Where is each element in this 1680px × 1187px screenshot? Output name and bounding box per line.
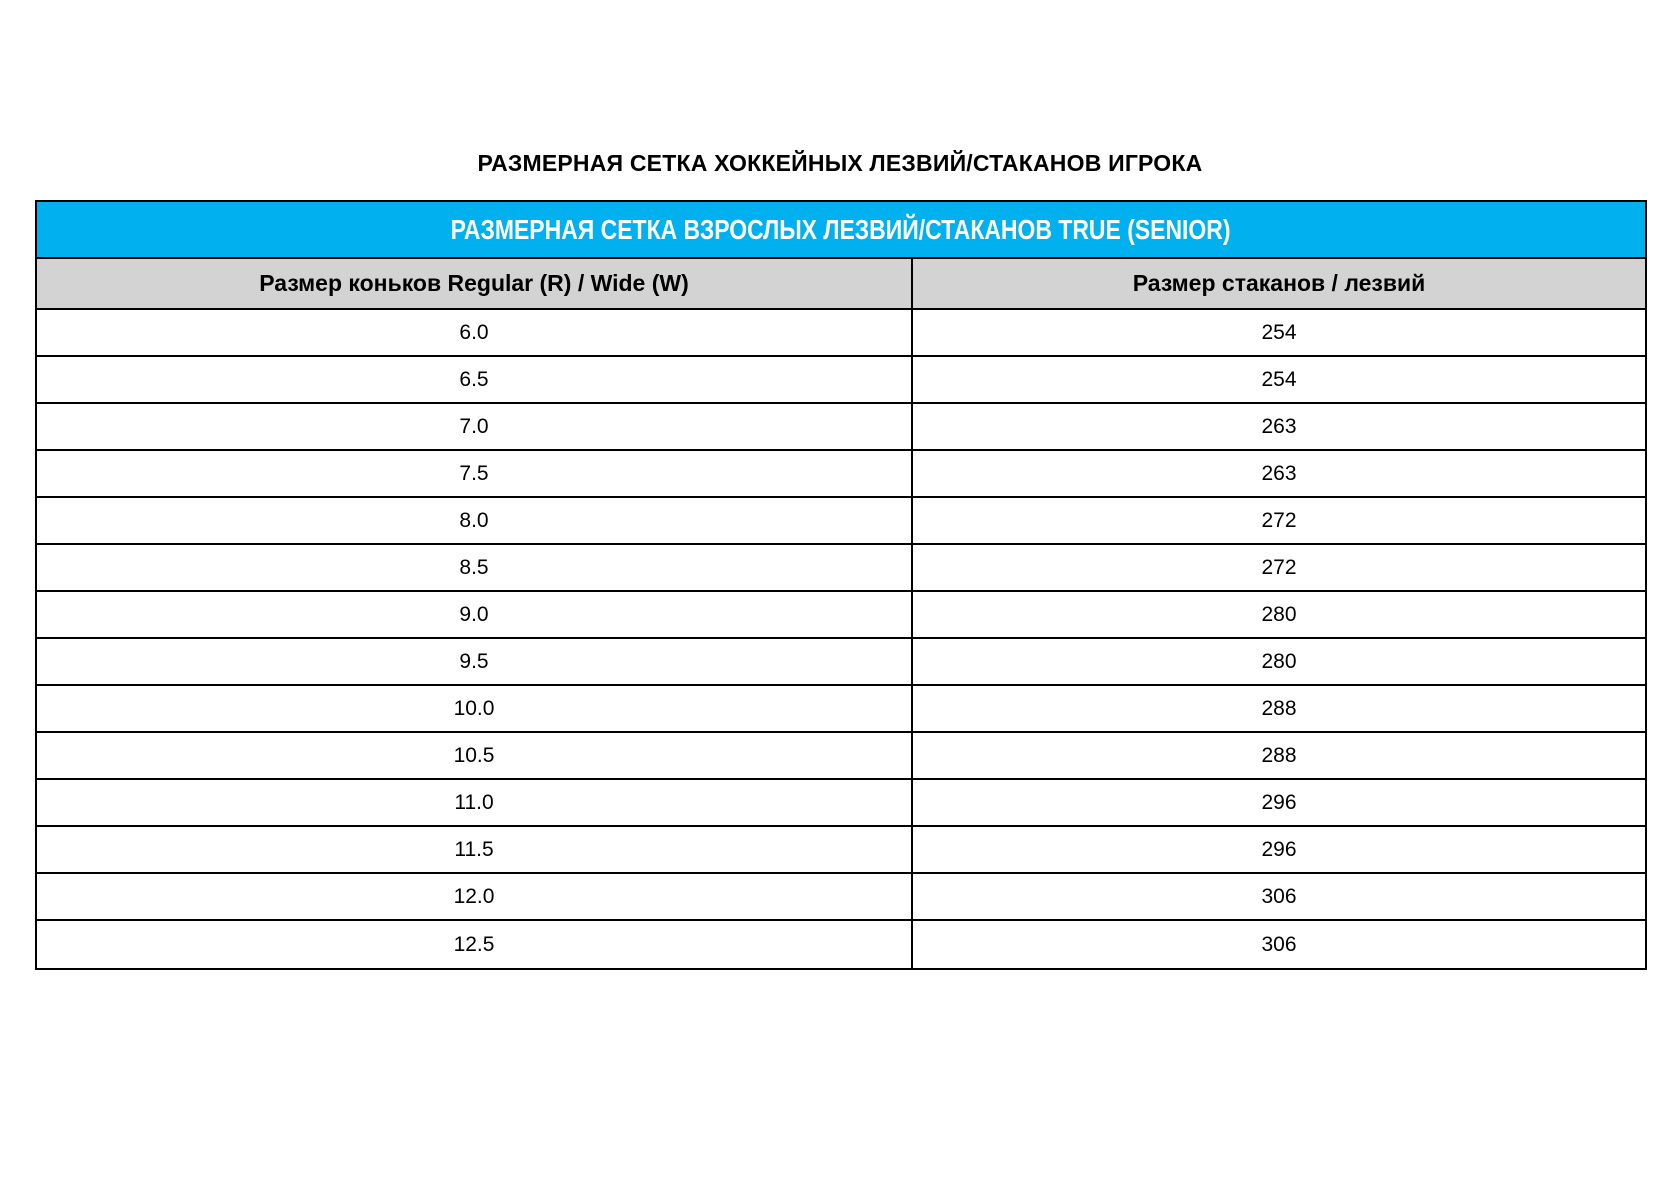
holder-size-cell: 263 <box>1261 461 1297 485</box>
skate-size-cell: 12.0 <box>37 874 913 919</box>
holder-size-cell: 288 <box>1261 696 1297 720</box>
table-row <box>37 545 1645 592</box>
table-row <box>37 357 1645 404</box>
skate-size-cell: 12.5 <box>37 921 913 968</box>
table-row <box>37 498 1645 545</box>
holder-size-cell: 272 <box>1261 555 1297 579</box>
skate-size-cell: 6.5 <box>37 357 913 402</box>
table-banner-label: РАЗМЕРНАЯ СЕТКА ВЗРОСЛЫХ ЛЕЗВИЙ/СТАКАНОВ TRUE (SENIOR) <box>451 213 1231 245</box>
table-row <box>37 451 1645 498</box>
holder-size-cell: 272 <box>1261 508 1297 532</box>
table-banner <box>37 202 1645 259</box>
table-row <box>37 686 1645 733</box>
holder-size-cell: 296 <box>1261 837 1297 861</box>
skate-size-cell: 7.5 <box>37 451 913 496</box>
skate-size-cell: 10.0 <box>37 686 913 731</box>
table-row <box>37 733 1645 780</box>
table-row <box>37 874 1645 921</box>
holder-size-cell: 306 <box>1261 932 1297 956</box>
column-header-skate-size: Размер коньков Regular (R) / Wide (W) <box>37 259 913 308</box>
table-row <box>37 827 1645 874</box>
table-body <box>37 310 1645 968</box>
holder-size-cell: 296 <box>1261 790 1297 814</box>
page-title: РАЗМЕРНАЯ СЕТКА ХОККЕЙНЫХ ЛЕЗВИЙ/СТАКАНОВ ИГРОКА <box>477 150 1203 176</box>
skate-size-cell: 10.5 <box>37 733 913 778</box>
table-row <box>37 921 1645 968</box>
skate-size-cell: 11.0 <box>37 780 913 825</box>
skate-size-cell: 11.5 <box>37 827 913 872</box>
table-row <box>37 780 1645 827</box>
skate-size-cell: 8.5 <box>37 545 913 590</box>
skate-size-cell: 6.0 <box>37 310 913 355</box>
table-row <box>37 404 1645 451</box>
holder-size-cell: 280 <box>1261 649 1297 673</box>
holder-size-cell: 306 <box>1261 884 1297 908</box>
skate-size-cell: 9.5 <box>37 639 913 684</box>
skate-size-cell: 9.0 <box>37 592 913 637</box>
holder-size-cell: 288 <box>1261 743 1297 767</box>
holder-size-cell: 254 <box>1261 367 1297 391</box>
table-row <box>37 639 1645 686</box>
table-row <box>37 592 1645 639</box>
table-row <box>37 310 1645 357</box>
column-header-holder-size: Размер стаканов / лезвий <box>1132 270 1426 296</box>
holder-size-cell: 254 <box>1261 320 1297 344</box>
size-chart-table <box>35 200 1647 970</box>
skate-size-cell: 7.0 <box>37 404 913 449</box>
skate-size-cell: 8.0 <box>37 498 913 543</box>
table-header-row <box>37 259 1645 310</box>
holder-size-cell: 280 <box>1261 602 1297 626</box>
holder-size-cell: 263 <box>1261 414 1297 438</box>
